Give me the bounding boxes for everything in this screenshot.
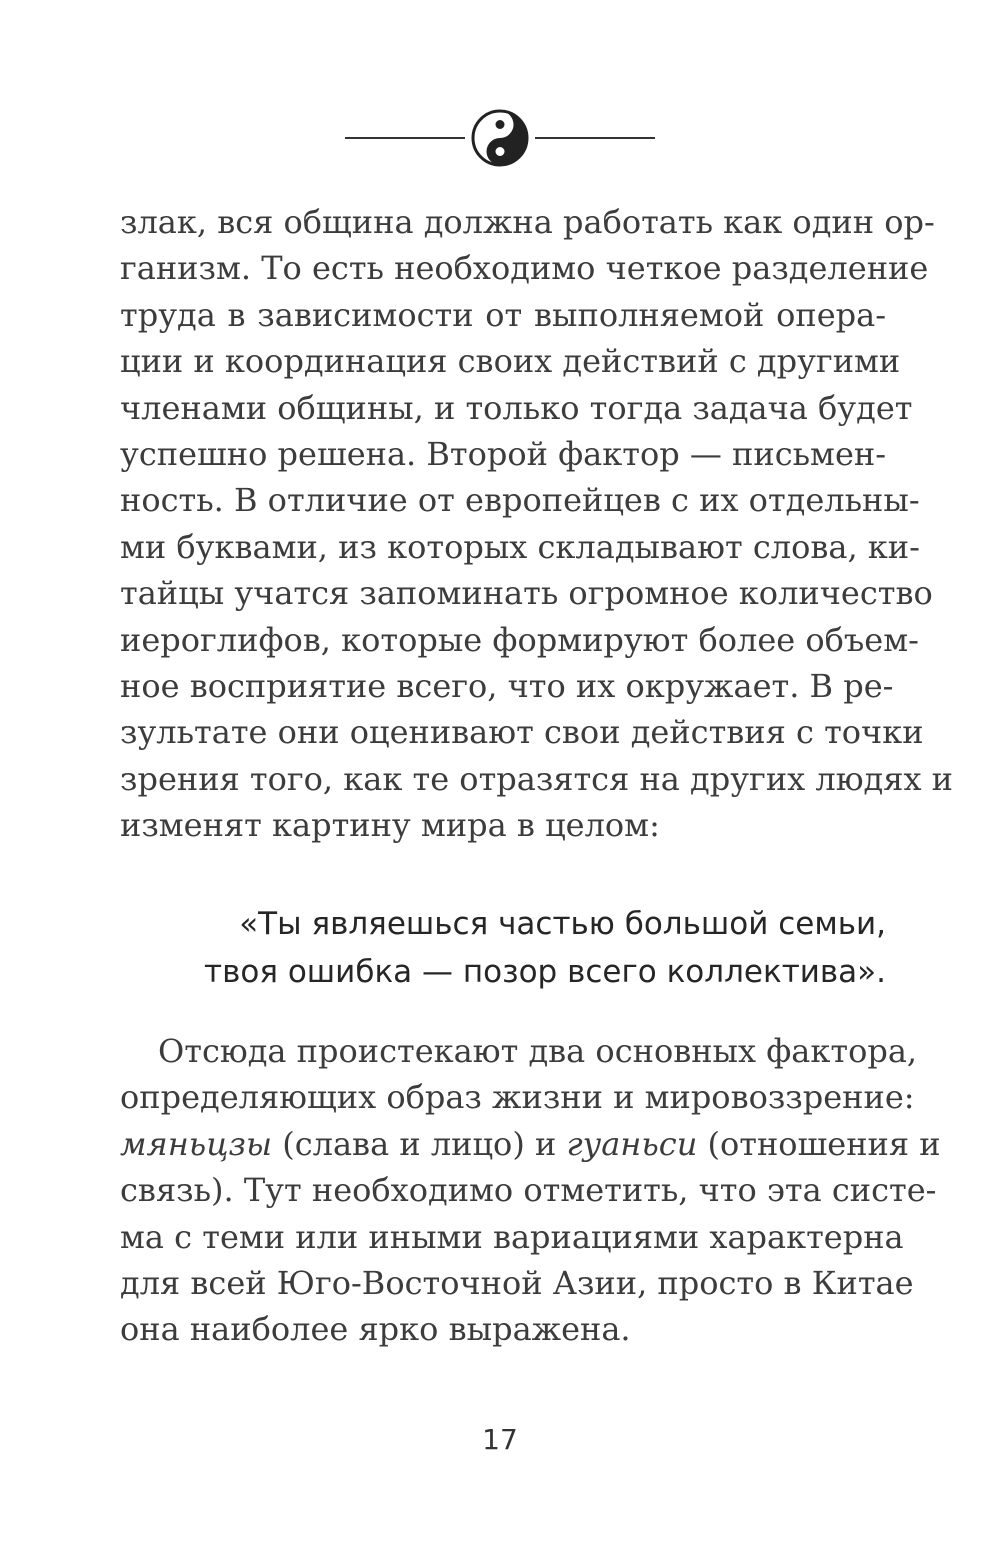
text-line: зультате они оценивают свои действия с точки <box>120 713 924 752</box>
yin-yang-icon <box>473 111 527 165</box>
text-line: изменят картину мира в целом: <box>120 806 660 845</box>
text-line: связь). Тут необходимо отметить, что эта систе- <box>120 1171 937 1210</box>
term-guanxi: гуаньси <box>566 1124 698 1163</box>
quote-line-1: «Ты являешься частью большой семьи, <box>239 906 886 942</box>
text-line: ность. В отличие от европейцев с их отдельны- <box>120 481 920 520</box>
text-line <box>120 1121 941 1167</box>
text-line: членами общины, и только тогда задача будет <box>120 388 913 427</box>
text-fragment: (отношения и <box>697 1124 941 1163</box>
text-line: ции и координация своих действий с другими <box>120 342 901 381</box>
text-line: ма с теми или иными вариациями характерна <box>120 1217 904 1256</box>
term-mianzi: мяньцзы <box>120 1124 273 1163</box>
text-line: для всей Юго-Восточной Азии, просто в Китае <box>120 1264 914 1303</box>
paragraph-1 <box>120 199 953 849</box>
page-number: 17 <box>482 1423 518 1456</box>
quote-line-2: твоя ошибка — позор всего коллектива». <box>204 954 886 990</box>
text-line: иероглифов, которые формируют более объем- <box>120 620 919 659</box>
text-line: злак, вся община должна работать как один ор- <box>120 203 935 241</box>
section-ornament <box>345 108 655 168</box>
text-line: зрения того, как те отразятся на других людях и <box>120 759 953 798</box>
text-line: ганизм. То есть необходимо четкое разделение <box>120 249 929 288</box>
text-line: она наиболее ярко выражена. <box>120 1310 631 1349</box>
paragraph-2 <box>120 1028 941 1353</box>
text-line: ное восприятие всего, что их окружает. В ре- <box>120 667 894 706</box>
text-line: труда в зависимости от выполняемой опера- <box>120 295 886 334</box>
text-line: Отсюда проистекают два основных фактора, <box>158 1032 918 1070</box>
text-line: ми буквами, из которых складывают слова, ки- <box>120 527 920 566</box>
text-fragment: (слава и лицо) и <box>272 1124 567 1163</box>
text-line: определяющих образ жизни и мировоззрение: <box>120 1078 915 1117</box>
text-line: тайцы учатся запоминать огромное количество <box>120 574 933 613</box>
text-line: успешно решена. Второй фактор — письмен- <box>120 435 887 474</box>
pull-quote <box>120 900 886 996</box>
